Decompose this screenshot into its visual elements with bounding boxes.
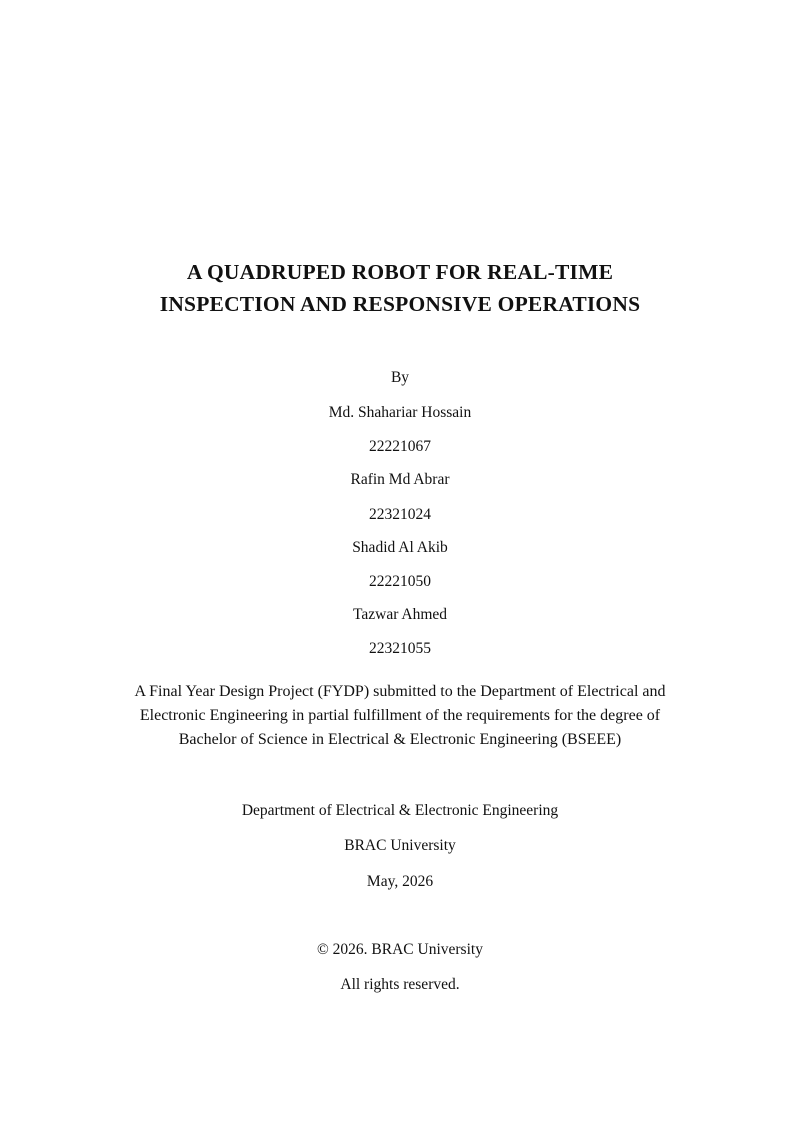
author-id-3: 22221050 bbox=[369, 573, 431, 590]
submission-line-1: A Final Year Design Project (FYDP) submitted to the Department of Electrical and bbox=[134, 683, 666, 700]
submission-date: May, 2026 bbox=[366, 873, 434, 890]
thesis-title bbox=[60, 256, 740, 320]
copyright-notice: © 2026. BRAC University bbox=[317, 941, 483, 958]
department-name: Department of Electrical & Electronic Engineering bbox=[241, 802, 559, 819]
rights-notice: All rights reserved. bbox=[340, 976, 460, 993]
author-id-2: 22321024 bbox=[369, 506, 431, 523]
submission-line-3: Bachelor of Science in Electrical & Electronic Engineering (BSEEE) bbox=[178, 731, 622, 748]
title-line-1: A QUADRUPED ROBOT FOR REAL-TIME bbox=[186, 260, 614, 284]
author-name-4: Tazwar Ahmed bbox=[352, 606, 448, 623]
author-name-3: Shadid Al Akib bbox=[352, 539, 448, 556]
submission-statement bbox=[60, 680, 740, 752]
author-name-1: Md. Shahariar Hossain bbox=[328, 404, 472, 421]
author-id-1: 22221067 bbox=[369, 438, 431, 455]
author-id-4: 22321055 bbox=[369, 640, 431, 657]
university-name: BRAC University bbox=[344, 837, 456, 854]
title-line-2: INSPECTION AND RESPONSIVE OPERATIONS bbox=[159, 292, 641, 316]
submission-line-2: Electronic Engineering in partial fulfillment of the requirements for the degree of bbox=[139, 707, 661, 724]
by-label: By bbox=[390, 369, 410, 386]
author-name-2: Rafin Md Abrar bbox=[350, 471, 450, 488]
